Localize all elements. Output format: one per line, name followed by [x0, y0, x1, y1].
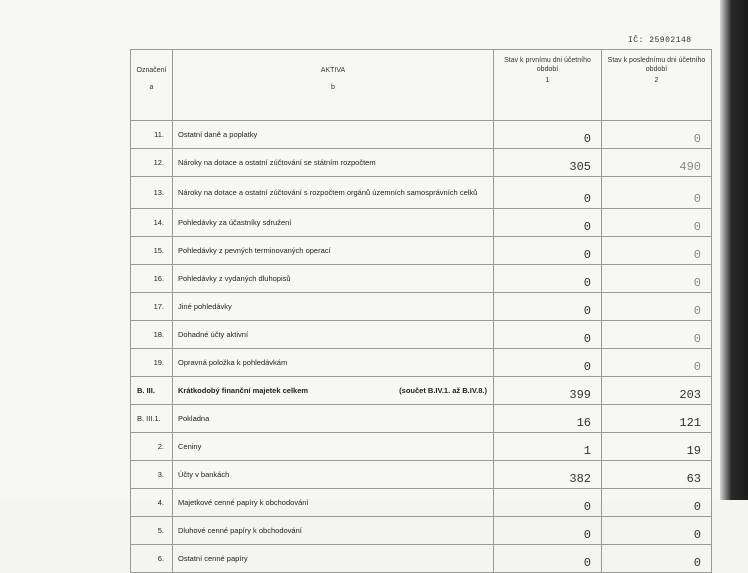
- header-code-label: Označení: [136, 67, 167, 74]
- table-row: [131, 293, 712, 321]
- header-desc-label: AKTIVA: [320, 67, 346, 74]
- table-row: [131, 517, 712, 545]
- row-last-value: 0: [602, 321, 712, 349]
- row-first-value: 0: [494, 293, 602, 321]
- table-row: [131, 237, 712, 265]
- company-id: IČ: 25902148: [628, 36, 692, 45]
- row-first-value: 382: [494, 461, 602, 489]
- row-desc: Ostatní daně a poplatky: [173, 121, 494, 149]
- row-last-value: 0: [602, 177, 712, 209]
- row-sum-note: (součet B.IV.1. až B.IV.8.): [399, 385, 487, 395]
- row-last-value: 0: [602, 265, 712, 293]
- row-last-value: 0: [602, 517, 712, 545]
- row-desc: Nároky na dotace a ostatní zúčtování se státním rozpočtem: [173, 149, 494, 177]
- row-last-value: 490: [602, 149, 712, 177]
- header-desc: [173, 50, 494, 121]
- table-row: [131, 121, 712, 149]
- row-first-value: 0: [494, 489, 602, 517]
- row-last-value: 0: [602, 121, 712, 149]
- row-code: 17.: [131, 293, 173, 321]
- row-last-value: 0: [602, 237, 712, 265]
- assets-table: [130, 49, 712, 573]
- row-code: 3.: [131, 461, 173, 489]
- table-row: [131, 321, 712, 349]
- header-last-sub: 2: [654, 77, 659, 84]
- row-first-value: 0: [494, 209, 602, 237]
- row-code: 12.: [131, 149, 173, 177]
- row-desc: Pohledávky z pevných terminovaných operací: [173, 237, 494, 265]
- table-header-row: [131, 50, 712, 121]
- table-row: [131, 209, 712, 237]
- header-last-label: Stav k poslednímu dni účetního období: [607, 57, 706, 73]
- row-desc: Opravná položka k pohledávkám: [173, 349, 494, 377]
- row-desc: Pokladna: [173, 405, 494, 433]
- row-last-value: 63: [602, 461, 712, 489]
- row-first-value: 305: [494, 149, 602, 177]
- header-first-sub: 1: [545, 77, 550, 84]
- header-code-sub: a: [149, 84, 154, 91]
- header-code: [131, 50, 173, 121]
- table-row: [131, 433, 712, 461]
- row-last-value: 0: [602, 349, 712, 377]
- row-desc: Jiné pohledávky: [173, 293, 494, 321]
- row-desc: Ostatní cenné papíry: [173, 545, 494, 573]
- row-desc: Pohledávky z vydaných dluhopisů: [173, 265, 494, 293]
- table-row: [131, 177, 712, 209]
- row-code: 14.: [131, 209, 173, 237]
- header-last: [602, 50, 712, 121]
- row-desc-cell: [173, 377, 494, 405]
- row-first-value: 0: [494, 349, 602, 377]
- row-first-value: 399: [494, 377, 602, 405]
- row-code: 5.: [131, 517, 173, 545]
- header-first-label: Stav k prvnímu dni účetního období: [504, 57, 591, 73]
- row-last-value: 19: [602, 433, 712, 461]
- scan-edge-shadow: [720, 0, 748, 500]
- row-code: 4.: [131, 489, 173, 517]
- table-row: [131, 265, 712, 293]
- row-code: 16.: [131, 265, 173, 293]
- row-first-value: 0: [494, 545, 602, 573]
- header-first: [494, 50, 602, 121]
- row-first-value: 0: [494, 121, 602, 149]
- row-desc: Majetkové cenné papíry k obchodování: [173, 489, 494, 517]
- row-first-value: 0: [494, 321, 602, 349]
- row-code: 2.: [131, 433, 173, 461]
- row-last-value: 0: [602, 545, 712, 573]
- table-row: [131, 489, 712, 517]
- row-desc: Dohadné účty aktivní: [173, 321, 494, 349]
- table-row: [131, 405, 712, 433]
- row-desc: Krátkodobý finanční majetek celkem: [178, 385, 309, 395]
- row-last-value: 0: [602, 489, 712, 517]
- row-code: 18.: [131, 321, 173, 349]
- row-last-value: 121: [602, 405, 712, 433]
- row-first-value: 0: [494, 265, 602, 293]
- row-desc: Dluhové cenné papíry k obchodování: [173, 517, 494, 545]
- row-desc: Ceniny: [173, 433, 494, 461]
- row-code: 6.: [131, 545, 173, 573]
- row-code: 15.: [131, 237, 173, 265]
- row-code: 19.: [131, 349, 173, 377]
- row-desc: Pohledávky za účastníky sdružení: [173, 209, 494, 237]
- table-row: [131, 149, 712, 177]
- row-first-value: 0: [494, 237, 602, 265]
- row-code: 13.: [131, 177, 173, 209]
- row-last-value: 0: [602, 293, 712, 321]
- table-row: [131, 349, 712, 377]
- row-first-value: 16: [494, 405, 602, 433]
- row-first-value: 0: [494, 517, 602, 545]
- row-code: B. III.: [131, 377, 173, 405]
- header-desc-sub: b: [331, 84, 335, 91]
- row-first-value: 0: [494, 177, 602, 209]
- table-row: [131, 461, 712, 489]
- table-row-total: [131, 377, 712, 405]
- row-desc: Účty v bankách: [173, 461, 494, 489]
- row-last-value: 203: [602, 377, 712, 405]
- row-code: B. III.1.: [131, 405, 173, 433]
- row-code: 11.: [131, 121, 173, 149]
- row-desc: Nároky na dotace a ostatní zúčtování s rozpočtem orgánů územních samosprávních celků: [173, 177, 494, 209]
- row-first-value: 1: [494, 433, 602, 461]
- row-last-value: 0: [602, 209, 712, 237]
- table-row: [131, 545, 712, 573]
